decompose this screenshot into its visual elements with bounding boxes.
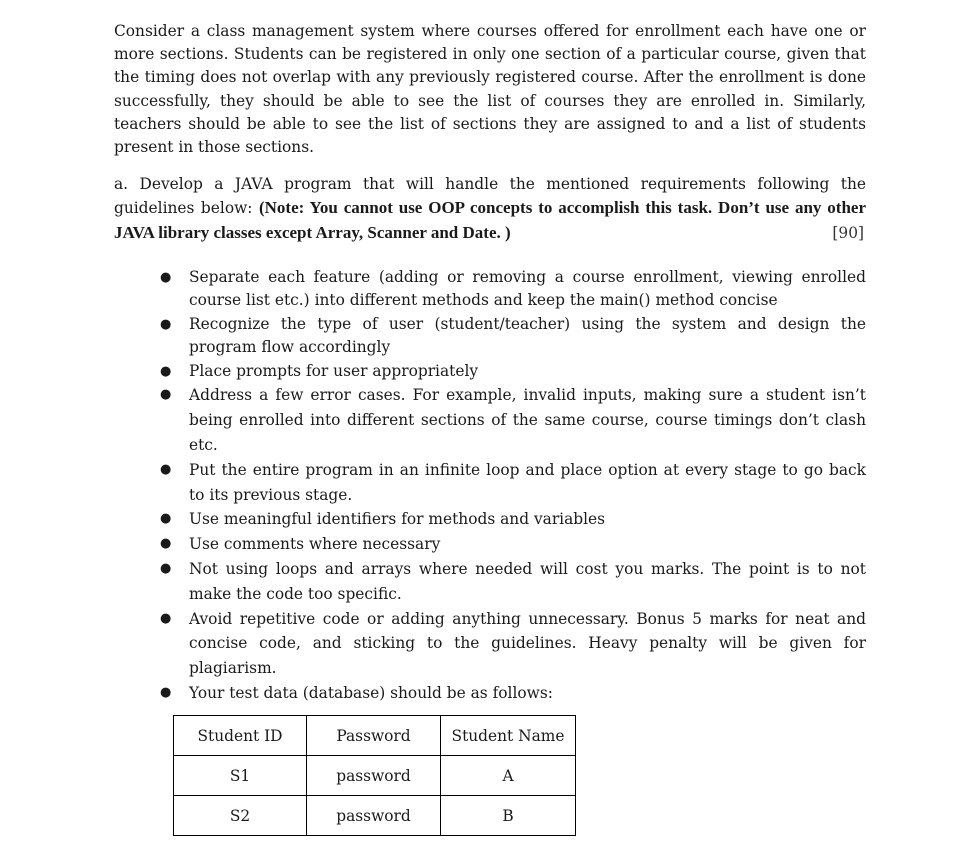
- guideline-item: [114, 458, 866, 508]
- task-paragraph: [114, 173, 866, 245]
- bullet-icon: ●: [160, 610, 172, 626]
- guideline-text: Your test data (database) should be as follows:: [189, 683, 553, 702]
- table-cell: A: [441, 756, 576, 796]
- guideline-text: Not using loops and arrays where needed will cost you marks. The point is to not make the code too specific.: [189, 559, 866, 603]
- guideline-text: Use comments where necessary: [189, 535, 441, 554]
- bullet-icon: ●: [160, 363, 172, 379]
- table-cell: B: [441, 796, 576, 836]
- guideline-item: [114, 507, 866, 532]
- guideline-item: [114, 681, 866, 706]
- guideline-text: Recognize the type of user (student/teacher) using the system and design the program flow accordingly: [189, 314, 866, 357]
- guideline-item: [114, 557, 866, 607]
- guideline-text: Address a few error cases. For example, invalid inputs, making sure a student isn’t being enrolled into different sections of the same course, course timings don’t clash etc.: [189, 386, 866, 454]
- guideline-item: [114, 532, 866, 557]
- table-cell: S2: [174, 796, 307, 836]
- bullet-icon: ●: [160, 684, 172, 700]
- bullet-icon: ●: [160, 269, 172, 285]
- guideline-item: [114, 383, 866, 457]
- guidelines-list: [114, 266, 866, 706]
- bullet-icon: ●: [160, 387, 172, 403]
- table-row: [174, 796, 576, 836]
- task-text: a. Develop a JAVA program that will handle the mentioned requirements following the guidelines below:: [114, 175, 866, 218]
- bullet-icon: ●: [160, 461, 172, 477]
- test-data-table: [173, 715, 576, 836]
- intro-paragraph: Consider a class management system where courses offered for enrollment each have one or more sections. Students can be registered in only one section of a particular course, given that the timing does not overlap with any previously registered course. After the enrollment is done successfully, they should be able to see the list of courses they are enrolled in. Similarly, teachers should be able to see the list of sections they are assigned to and a list of students present in those sections.: [114, 22, 866, 157]
- bullet-icon: ●: [160, 511, 172, 527]
- table-cell: password: [307, 796, 441, 836]
- table-row: [174, 756, 576, 796]
- guideline-item: [114, 360, 866, 384]
- bullet-icon: ●: [160, 536, 172, 552]
- guideline-text: Put the entire program in an infinite loop and place option at every stage to go back to its previous stage.: [189, 460, 866, 504]
- guideline-item: [114, 266, 866, 313]
- guideline-text: Use meaningful identifiers for methods and variables: [189, 510, 606, 529]
- guideline-item: [114, 607, 866, 681]
- bullet-icon: ●: [160, 560, 172, 576]
- table-cell: password: [307, 756, 441, 796]
- column-header-student-id: Student ID: [174, 716, 307, 756]
- column-header-password: Password: [307, 716, 441, 756]
- task-marks: [90]: [832, 223, 864, 242]
- guideline-item: [114, 313, 866, 360]
- document-page: [114, 20, 866, 706]
- bullet-icon: ●: [160, 316, 172, 332]
- table-header-row: [174, 716, 576, 756]
- guideline-text: Separate each feature (adding or removing a course enrollment, viewing enrolled course list etc.) into different methods and keep the main() method concise: [189, 267, 866, 310]
- task-note: (Note: You cannot use OOP concepts to accomplish this task. Don’t use any other JAVA library classes except Array, Scanner and Date. ): [114, 198, 867, 242]
- column-header-student-name: Student Name: [441, 716, 576, 756]
- test-data-table-wrapper: [173, 715, 576, 836]
- guideline-text: Place prompts for user appropriately: [189, 361, 479, 380]
- table-cell: S1: [174, 756, 307, 796]
- guideline-text: Avoid repetitive code or adding anything unnecessary. Bonus 5 marks for neat and concise code, and sticking to the guidelines. Heavy penalty will be given for plagiarism.: [189, 609, 866, 678]
